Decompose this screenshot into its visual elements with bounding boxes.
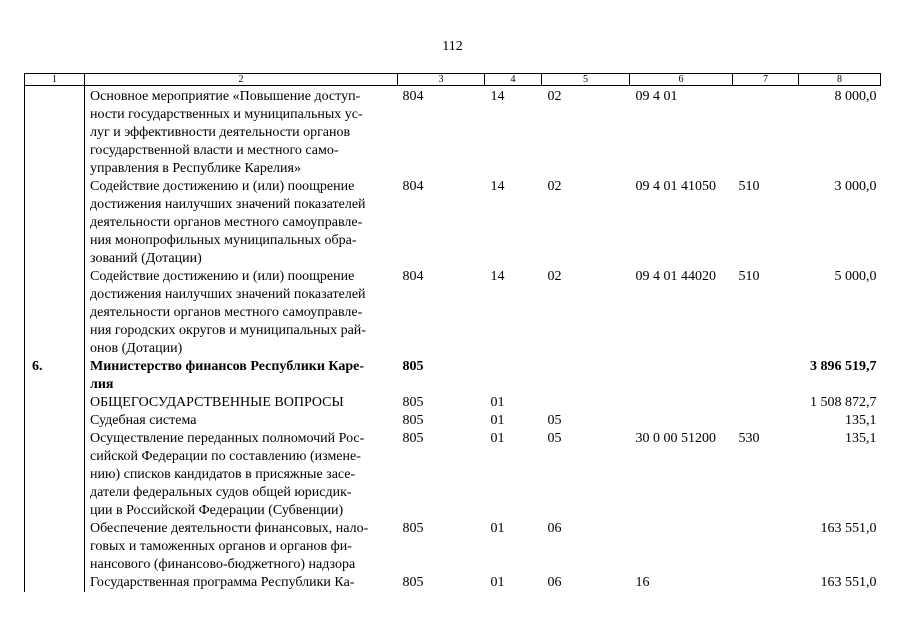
- ministry-code: 805: [402, 431, 424, 446]
- expense-type-code: [733, 358, 799, 394]
- row-name-line: луг и эффективности деятельности органов: [90, 125, 351, 140]
- column-header: 3: [398, 74, 485, 86]
- row-name: [85, 86, 398, 179]
- ministry-code: 804: [402, 179, 424, 194]
- section-code: 01: [490, 521, 505, 536]
- amount: 3 896 519,7: [810, 359, 877, 374]
- table-row: [25, 430, 881, 520]
- section-code: 14: [490, 179, 505, 194]
- row-name-line: деятельности органов местного самоуправле-: [90, 305, 363, 320]
- table-row: [25, 394, 881, 412]
- ministry-code: 805: [402, 575, 424, 590]
- target-article-code: [630, 358, 733, 394]
- row-name-line: достижения наилучших значений показателей: [90, 287, 366, 302]
- row-name: [85, 268, 398, 358]
- ministry-code: 805: [402, 359, 424, 374]
- expense-type-code: [733, 86, 799, 179]
- row-name-line: нию) списков кандидатов в присяжные засе-: [90, 467, 356, 482]
- table-row: [25, 358, 881, 394]
- row-name-line: Судебная система: [90, 413, 197, 428]
- expense-type-code: 530: [738, 431, 760, 446]
- expense-type-code: [733, 520, 799, 574]
- column-header: 5: [542, 74, 630, 86]
- row-number: [25, 412, 85, 430]
- amount: 163 551,0: [820, 521, 877, 536]
- target-article-code: 09 4 01 44020: [635, 269, 716, 284]
- target-article-code: 16: [635, 575, 650, 590]
- ministry-code: 805: [402, 413, 424, 428]
- row-name-line: государственной власти и местного само-: [90, 143, 339, 158]
- row-name: [85, 394, 398, 412]
- table-row: [25, 520, 881, 574]
- row-name-line: говых и таможенных органов и органов фи-: [90, 539, 352, 554]
- row-name: [85, 520, 398, 574]
- budget-table: [24, 73, 881, 592]
- ministry-code: 804: [402, 89, 424, 104]
- ministry-code: 804: [402, 269, 424, 284]
- column-header: 8: [799, 74, 881, 86]
- row-name-line: лия: [90, 377, 114, 392]
- expense-type-code: [733, 394, 799, 412]
- row-name-line: ОБЩЕГОСУДАРСТВЕННЫЕ ВОПРОСЫ: [90, 395, 344, 410]
- row-number: [25, 178, 85, 268]
- section-code: 01: [490, 575, 505, 590]
- subsection-code: 06: [547, 575, 562, 590]
- target-article-code: 09 4 01 41050: [635, 179, 716, 194]
- expense-type-code: 510: [738, 179, 760, 194]
- section-code: [485, 358, 542, 394]
- row-name-line: Содействие достижению и (или) поощрение: [90, 179, 355, 194]
- expense-type-code: [733, 412, 799, 430]
- amount: 135,1: [845, 431, 877, 446]
- subsection-code: 02: [547, 179, 562, 194]
- amount: 1 508 872,7: [810, 395, 877, 410]
- row-number: [25, 520, 85, 574]
- expense-type-code: [733, 574, 799, 592]
- column-header: 4: [485, 74, 542, 86]
- section-code: 01: [490, 395, 505, 410]
- row-name-line: Содействие достижению и (или) поощрение: [90, 269, 355, 284]
- row-name-line: деятельности органов местного самоуправле-: [90, 215, 363, 230]
- row-name: [85, 574, 398, 592]
- table-row: [25, 412, 881, 430]
- row-name-line: Государственная программа Республики Ка-: [90, 575, 355, 590]
- row-name: [85, 358, 398, 394]
- subsection-code: [542, 358, 630, 394]
- row-name-line: нансового (финансово-бюджетного) надзора: [90, 557, 356, 572]
- row-name: [85, 430, 398, 520]
- section-code: 14: [490, 269, 505, 284]
- target-article-code: [630, 520, 733, 574]
- amount: 163 551,0: [820, 575, 877, 590]
- row-number: [25, 430, 85, 520]
- amount: 8 000,0: [834, 89, 877, 104]
- row-name: [85, 178, 398, 268]
- row-number: [25, 574, 85, 592]
- table-row: [25, 86, 881, 179]
- row-name-line: зований (Дотации): [90, 251, 202, 266]
- row-name-line: ния монопрофильных муниципальных обра-: [90, 233, 357, 248]
- column-number-row: [25, 74, 881, 86]
- ministry-code: 805: [402, 395, 424, 410]
- row-name-line: ния городских округов и муниципальных рай-: [90, 323, 366, 338]
- row-name-line: Министерство финансов Республики Каре-: [90, 359, 365, 374]
- column-header: 6: [630, 74, 733, 86]
- page-number: 112: [442, 39, 463, 54]
- amount: 135,1: [845, 413, 877, 428]
- column-header: 2: [85, 74, 398, 86]
- row-name-line: сийской Федерации по составлению (измене-: [90, 449, 361, 464]
- target-article-code: [630, 412, 733, 430]
- row-name-line: Основное мероприятие «Повышение доступ-: [90, 89, 361, 104]
- ministry-code: 805: [402, 521, 424, 536]
- subsection-code: [542, 394, 630, 412]
- column-header: 7: [733, 74, 799, 86]
- row-number: 6.: [25, 358, 85, 394]
- target-article-code: [630, 394, 733, 412]
- table-row: [25, 178, 881, 268]
- row-name-line: Обеспечение деятельности финансовых, нало-: [90, 521, 369, 536]
- subsection-code: 06: [547, 521, 562, 536]
- row-name-line: ности государственных и муниципальных ус-: [90, 107, 363, 122]
- table-body: [25, 86, 881, 593]
- amount: 3 000,0: [834, 179, 877, 194]
- row-name-line: датели федеральных судов общей юрисдик-: [90, 485, 352, 500]
- amount: 5 000,0: [834, 269, 877, 284]
- subsection-code: 02: [547, 89, 562, 104]
- table-row: [25, 268, 881, 358]
- section-code: 01: [490, 431, 505, 446]
- row-name-line: управления в Республике Карелия»: [90, 161, 301, 176]
- table-row: [25, 574, 881, 592]
- row-number: [25, 268, 85, 358]
- row-name-line: ции в Российской Федерации (Субвенции): [90, 503, 344, 518]
- row-name-line: достижения наилучших значений показателей: [90, 197, 366, 212]
- row-name-line: Осуществление переданных полномочий Рос-: [90, 431, 365, 446]
- column-header: 1: [25, 74, 85, 86]
- subsection-code: 05: [547, 431, 562, 446]
- subsection-code: 05: [547, 413, 562, 428]
- row-name-line: онов (Дотации): [90, 341, 183, 356]
- row-name: [85, 412, 398, 430]
- subsection-code: 02: [547, 269, 562, 284]
- row-number: [25, 86, 85, 179]
- target-article-code: 30 0 00 51200: [635, 431, 716, 446]
- section-code: 14: [490, 89, 505, 104]
- section-code: 01: [490, 413, 505, 428]
- target-article-code: 09 4 01: [635, 89, 678, 104]
- expense-type-code: 510: [738, 269, 760, 284]
- row-number: [25, 394, 85, 412]
